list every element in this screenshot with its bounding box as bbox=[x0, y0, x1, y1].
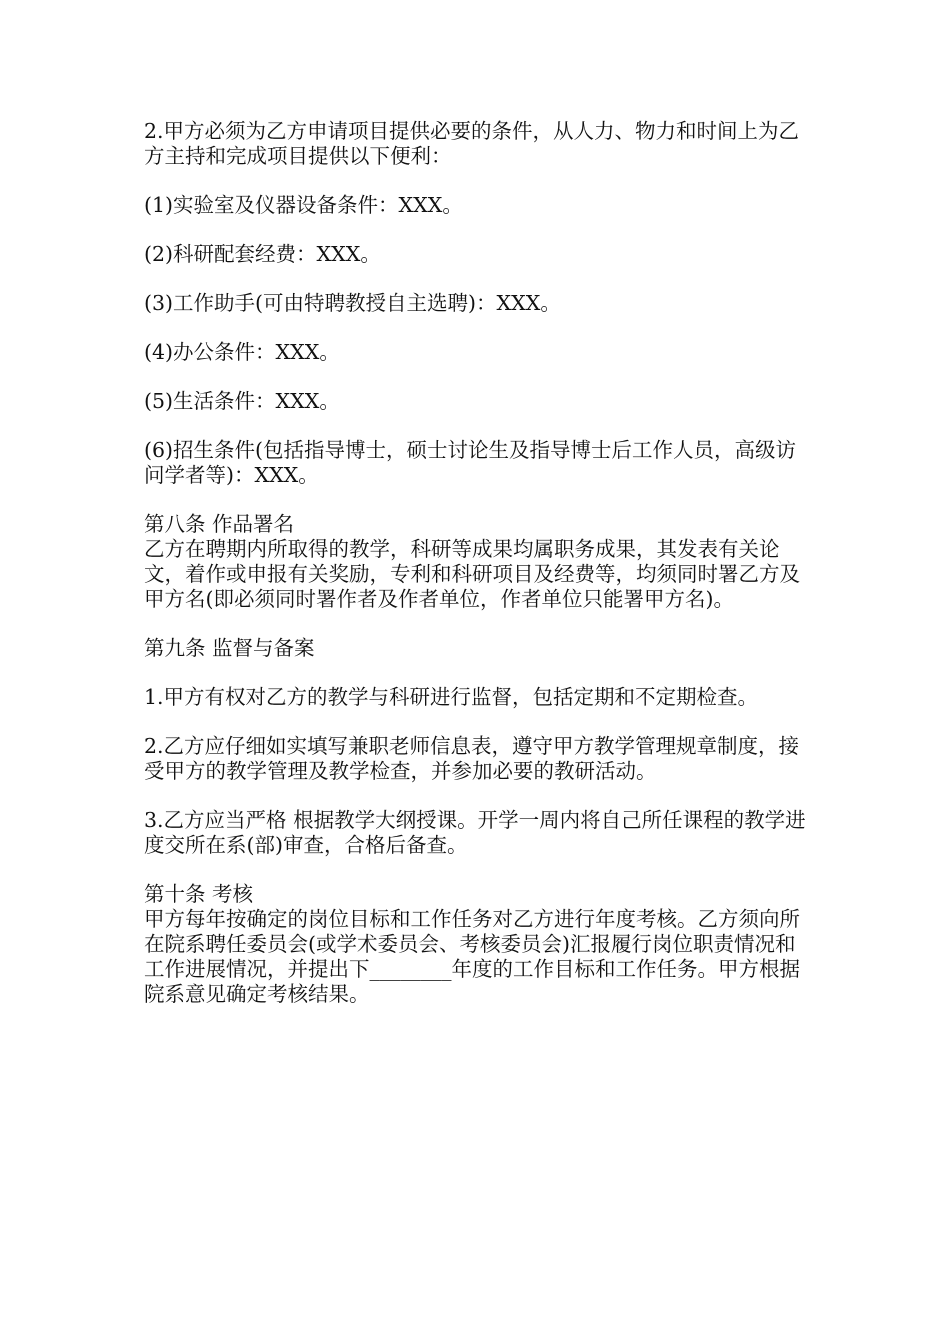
article-9-clause-1: 1.甲方有权对乙方的教学与科研进行监督，包括定期和不定期检查。 bbox=[144, 685, 759, 709]
condition-item-lab: (1)实验室及仪器设备条件：XXX。 bbox=[144, 193, 463, 217]
condition-item-funding: (2)科研配套经费：XXX。 bbox=[144, 242, 381, 266]
document-page bbox=[144, 119, 808, 1007]
article-9-clause-3: 3.乙方应当严格 根据教学大纲授课。开学一周内将自己所任课程的教学进度交所在系(部)审查，合格后备查。 bbox=[144, 808, 806, 857]
article-10-heading: 第十条 考核 bbox=[144, 882, 254, 906]
condition-item-assistant: (3)工作助手(可由特聘教授自主选聘)：XXX。 bbox=[144, 291, 561, 315]
article-8-body: 乙方在聘期内所取得的教学，科研等成果均属职务成果，其发表有关论文，着作或申报有关奖励，专利和科研项目及经费等，均须同时署乙方及甲方名(即必须同时署作者及作者单位，作者单位只能署甲方名)。 bbox=[144, 537, 800, 611]
article-10-body: 甲方每年按确定的岗位目标和工作任务对乙方进行年度考核。乙方须向所在院系聘任委员会(或学术委员会、考核委员会)汇报履行岗位职责情况和工作进展情况，并提出下________年度的工作目标和工作任务。甲方根据院系意见确定考核结果。 bbox=[144, 907, 800, 1006]
condition-item-office: (4)办公条件：XXX。 bbox=[144, 340, 340, 364]
article-9-heading: 第九条 监督与备案 bbox=[144, 636, 315, 660]
condition-item-enrollment: (6)招生条件(包括指导博士，硕士讨论生及指导博士后工作人员，高级访问学者等)：XXX。 bbox=[144, 438, 797, 487]
article-8-heading: 第八条 作品署名 bbox=[144, 512, 295, 536]
article-9-clause-2: 2.乙方应仔细如实填写兼职老师信息表，遵守甲方教学管理规章制度，接受甲方的教学管理及教学检查，并参加必要的教研活动。 bbox=[144, 734, 800, 783]
condition-item-living: (5)生活条件：XXX。 bbox=[144, 389, 340, 413]
conditions-intro-paragraph: 2.甲方必须为乙方申请项目提供必要的条件，从人力、物力和时间上为乙方主持和完成项目提供以下便利： bbox=[144, 119, 800, 168]
